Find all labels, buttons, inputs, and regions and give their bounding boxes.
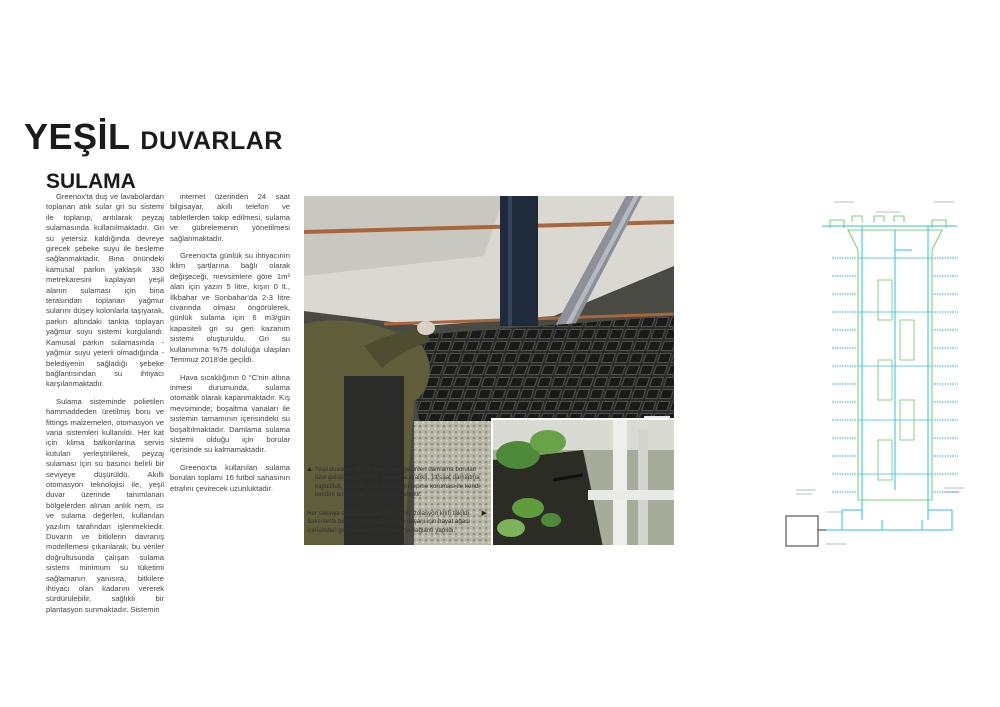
paragraph: Greenox'ta duş ve lavabolardan toplanan atık sular gri su sistemi ile toplanıp, arıtılarak peyzaj sulamasında kullanılmaktadır. Gri su yetersiz kaldığında devreye girecek şebeke suyu ile besleme sağlanmaktadır. Bina önündeki kamusal parkın yaklaşık 330 metrekaresini kaplayan yeşil alanın sulaması için bina terasından toplanan yağmur sularını düşey kolonlarla taşıyarak, parkın altındaki tankta toplayan yağmur suyu sistemi kurgulandı. Kamusal parkın sulamasında - yağmur suyu yeterli olmadığında - belediyenin sağladığı şebeke bağlantısından su ihtiyacı karşılanmaktadır.	[46, 192, 164, 389]
title-main: YEŞİL	[24, 116, 130, 157]
page-title	[24, 116, 283, 158]
title-rest: DUVARLAR	[140, 127, 283, 155]
irrigation-section-diagram	[782, 190, 972, 562]
caption-text: Yeşil duvarda modül içerisinden geçirilen damlama boruları özel geliştirilmiş, 15 cm. damlama aralıklı, 1lt/saat damlatma kapasiteli, anti kök, anti toz ve geri tepme koruması ile kendi kendini temizleme özelliklerine sahiptir.	[315, 466, 480, 499]
photo-caption-2	[307, 510, 487, 535]
diagram-drawing	[782, 190, 972, 562]
paragraph: Sulama sisteminde polietilen hammaddeden üretilmiş boru ve fittings malzemeleri, otomasyon ve vana sistemleri kullanıldı. Her kat için klima balkonlarına servis kutuları yerleştirilerek, peyzaj sulaması için su basıncı belirli bir seviyeye düşürüldü. Akıllı otomasyon teknolojisi ile, yeşil duvar üzerinde tanımlanan bölgelerden alınan anlık nem, ısı ve sulama değerleri, kullanılan yazılım tarafından işlenmektedir. Duvarın ve bitkilerin davranış modellemesi çıkarılarak, bu veriler doğrultusunda çalışan sulama sistemi minimum su tüketimi sağlamanın yanısıra, bitkilere ihtiyacı olan kadarını vererek sürdürülebilir, sağlıklı bir plantasyon sunmaktadır. Sistemin	[46, 396, 164, 614]
paragraph: internet üzerinden 24 saat bilgisayar, akıllı telefon ve tabletlerden takip edilmesi, sulama ve gübrelemenin yönetilmesi sağlanmaktadır.	[170, 192, 290, 243]
caption-text: Her saksıya sulama tesisatı çekilerek, izolasyon kılıfı takıldı. Saksılarda binkebilecek fazla suyun deşarjı için hayat ağacı içerisinden geçirilen drenaj borularına bağlantı yapıldı.	[307, 510, 472, 534]
paragraph: Hava sıcaklığının 0 °C'nin altına inmesi durumunda, sulama otomatik olarak kapanmaktadır. Kış mevsiminde; boşaltma vanaları ile sistemin tamamının içerisindeki su boşaltılmaktadır. Damlama sulama sistemi olduğu için borular içerisinde su kalmamaktadır.	[170, 372, 290, 455]
paragraph: Greenox'ta günlük su ihtiyacının iklim şartlarına bağlı olarak değişeceği, mevsimlere göre 1m² alan için yazın 5 litre, kışın 0 lt., İlkbahar ve Sonbahar'da 2-3 litre civarında olması öngörülerek, günlük sulama için 6 m3/gün kapasiteli gri su geri kazanım sistemi oluşturuldu. Gri su kullanımına %75 doluluğa ulaşılan Temmuz 2018'de geçildi.	[170, 251, 290, 365]
triangle-right-icon: ▶	[481, 510, 487, 517]
photo-caption-1	[307, 466, 487, 500]
paragraph: Greenox'ta kullanılan sulama boruları toplamı 16 futbol sahasının etrafını çevirecek uzunluktadır.	[170, 462, 290, 493]
text-column-1	[46, 192, 164, 622]
planter-detail-photo	[491, 418, 674, 545]
text-column-2	[170, 192, 290, 501]
planter-detail-art	[493, 420, 674, 545]
triangle-up-icon: ▲	[306, 466, 313, 473]
section-title: SULAMA	[46, 170, 136, 193]
